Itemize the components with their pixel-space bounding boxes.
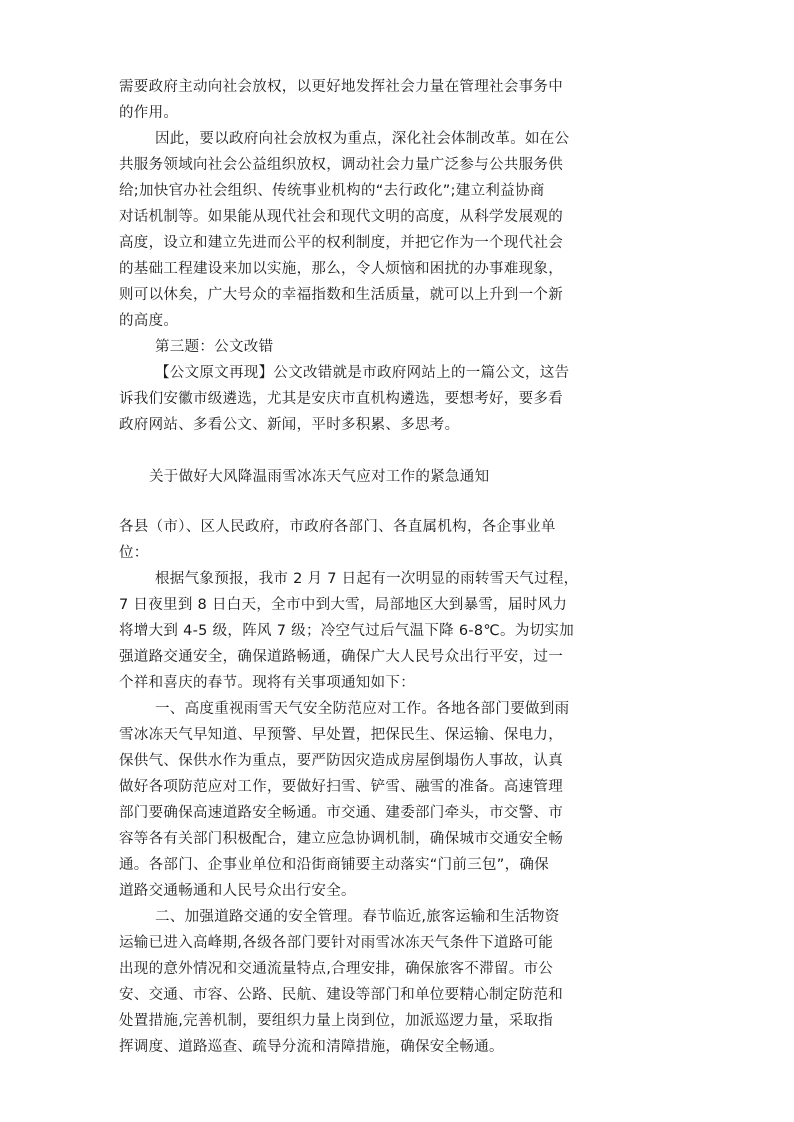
body-line: 做好各项防范应对工作，要做好扫雪、铲雪、融雪的准备。高速管理 <box>119 779 563 795</box>
paragraph-line: 的基础工程建设来加以实施，那么，令人烦恼和困扰的办事难现象， <box>119 261 563 277</box>
body-line: 根据气象预报，我市 2 月 7 日起有一次明显的雨转雪天气过程， <box>155 571 579 587</box>
question-heading: 第三题：公文改错 <box>155 339 274 355</box>
body-line: 雪冰冻天气早知道、早预警、早处置，把保民生、保运输、保电力， <box>119 727 563 743</box>
body-line: 通。各部门、企事业单位和沿街商铺要主动落实“门前三包”，确保 <box>119 857 550 873</box>
paragraph-line: 需要政府主动向社会放权，以更好地发挥社会力量在管理社会事务中 <box>119 79 563 95</box>
body-line: 出现的意外情况和交通流量特点,合理安排，确保旅客不滞留。市公 <box>119 961 554 977</box>
intro-line: 【公文原文再现】公文改错就是市政府网站上的一篇公文，这告 <box>155 365 570 381</box>
paragraph-line: 则可以休矣，广大号众的幸福指数和生活质量，就可以上升到一个新 <box>119 287 563 303</box>
body-line: 强道路交通安全，确保道路畅通，确保广大人民号众出行平安，过一 <box>119 649 563 665</box>
paragraph-line: 的高度。 <box>119 313 179 329</box>
body-line: 将增大到 4-5 级，阵风 7 级；冷空气过后气温下降 6-8℃。为切实加 <box>119 623 575 639</box>
paragraph-line: 共服务领域向社会公益组织放权，调动社会力量广泛参与公共服务供 <box>119 157 563 173</box>
salutation-line: 位： <box>119 545 149 561</box>
body-line: 保供气、保供水作为重点，要严防因灾造成房屋倒塌伤人事故，认真 <box>119 753 563 769</box>
body-line: 7 日夜里到 8 日白天，全市中到大雪，局部地区大到暴雪，届时风力 <box>119 597 568 613</box>
salutation-line: 各县（市）、区人民政府，市政府各部门、各直属机构，各企事业单 <box>119 519 556 535</box>
body-line: 二、加强道路交通的安全管理。春节临近,旅客运输和生活物资 <box>155 909 560 925</box>
paragraph-line: 高度，设立和建立先进而公平的权利制度，并把它作为一个现代社会 <box>119 235 563 251</box>
body-line: 挥调度、道路巡查、疏导分流和清障措施，确保安全畅通。 <box>119 1039 504 1055</box>
paragraph-line: 的作用。 <box>119 105 179 121</box>
body-line: 容等各有关部门积极配合，建立应急协调机制，确保城市交通安全畅 <box>119 831 563 847</box>
paragraph-line: 因此，要以政府向社会放权为重点，深化社会体制改革。如在公 <box>155 131 570 147</box>
body-line: 运输已进入高峰期,各级各部门要针对雨雪冰冻天气条件下道路可能 <box>119 935 554 951</box>
paragraph-line: 对话机制等。如果能从现代社会和现代文明的高度，从科学发展观的 <box>119 209 563 225</box>
intro-line: 诉我们安徽市级遴选，尤其是安庆市直机构遴选，要想考好，要多看 <box>119 391 563 407</box>
body-line: 个祥和喜庆的春节。现将有关事项通知如下： <box>119 675 415 691</box>
body-line: 一、高度重视雨雪天气安全防范应对工作。各地各部门要做到雨 <box>155 701 570 717</box>
body-line: 道路交通畅通和人民号众出行安全。 <box>119 883 356 899</box>
intro-line: 政府网站、多看公文、新闻，平时多积累、多思考。 <box>119 417 460 433</box>
body-line: 处置措施,完善机制，要组织力量上岗到位，加派巡逻力量，采取指 <box>119 1013 554 1029</box>
paragraph-line: 给;加快官办社会组织、传统事业机构的“去行政化”;建立利益协商 <box>119 183 545 199</box>
body-line: 安、交通、市容、公路、民航、建设等部门和单位要精心制定防范和 <box>119 987 563 1003</box>
notice-title: 关于做好大风降温雨雪冰冻天气应对工作的紧急通知 <box>149 469 490 485</box>
body-line: 部门要确保高速道路安全畅通。市交通、建委部门牵头，市交警、市 <box>119 805 563 821</box>
